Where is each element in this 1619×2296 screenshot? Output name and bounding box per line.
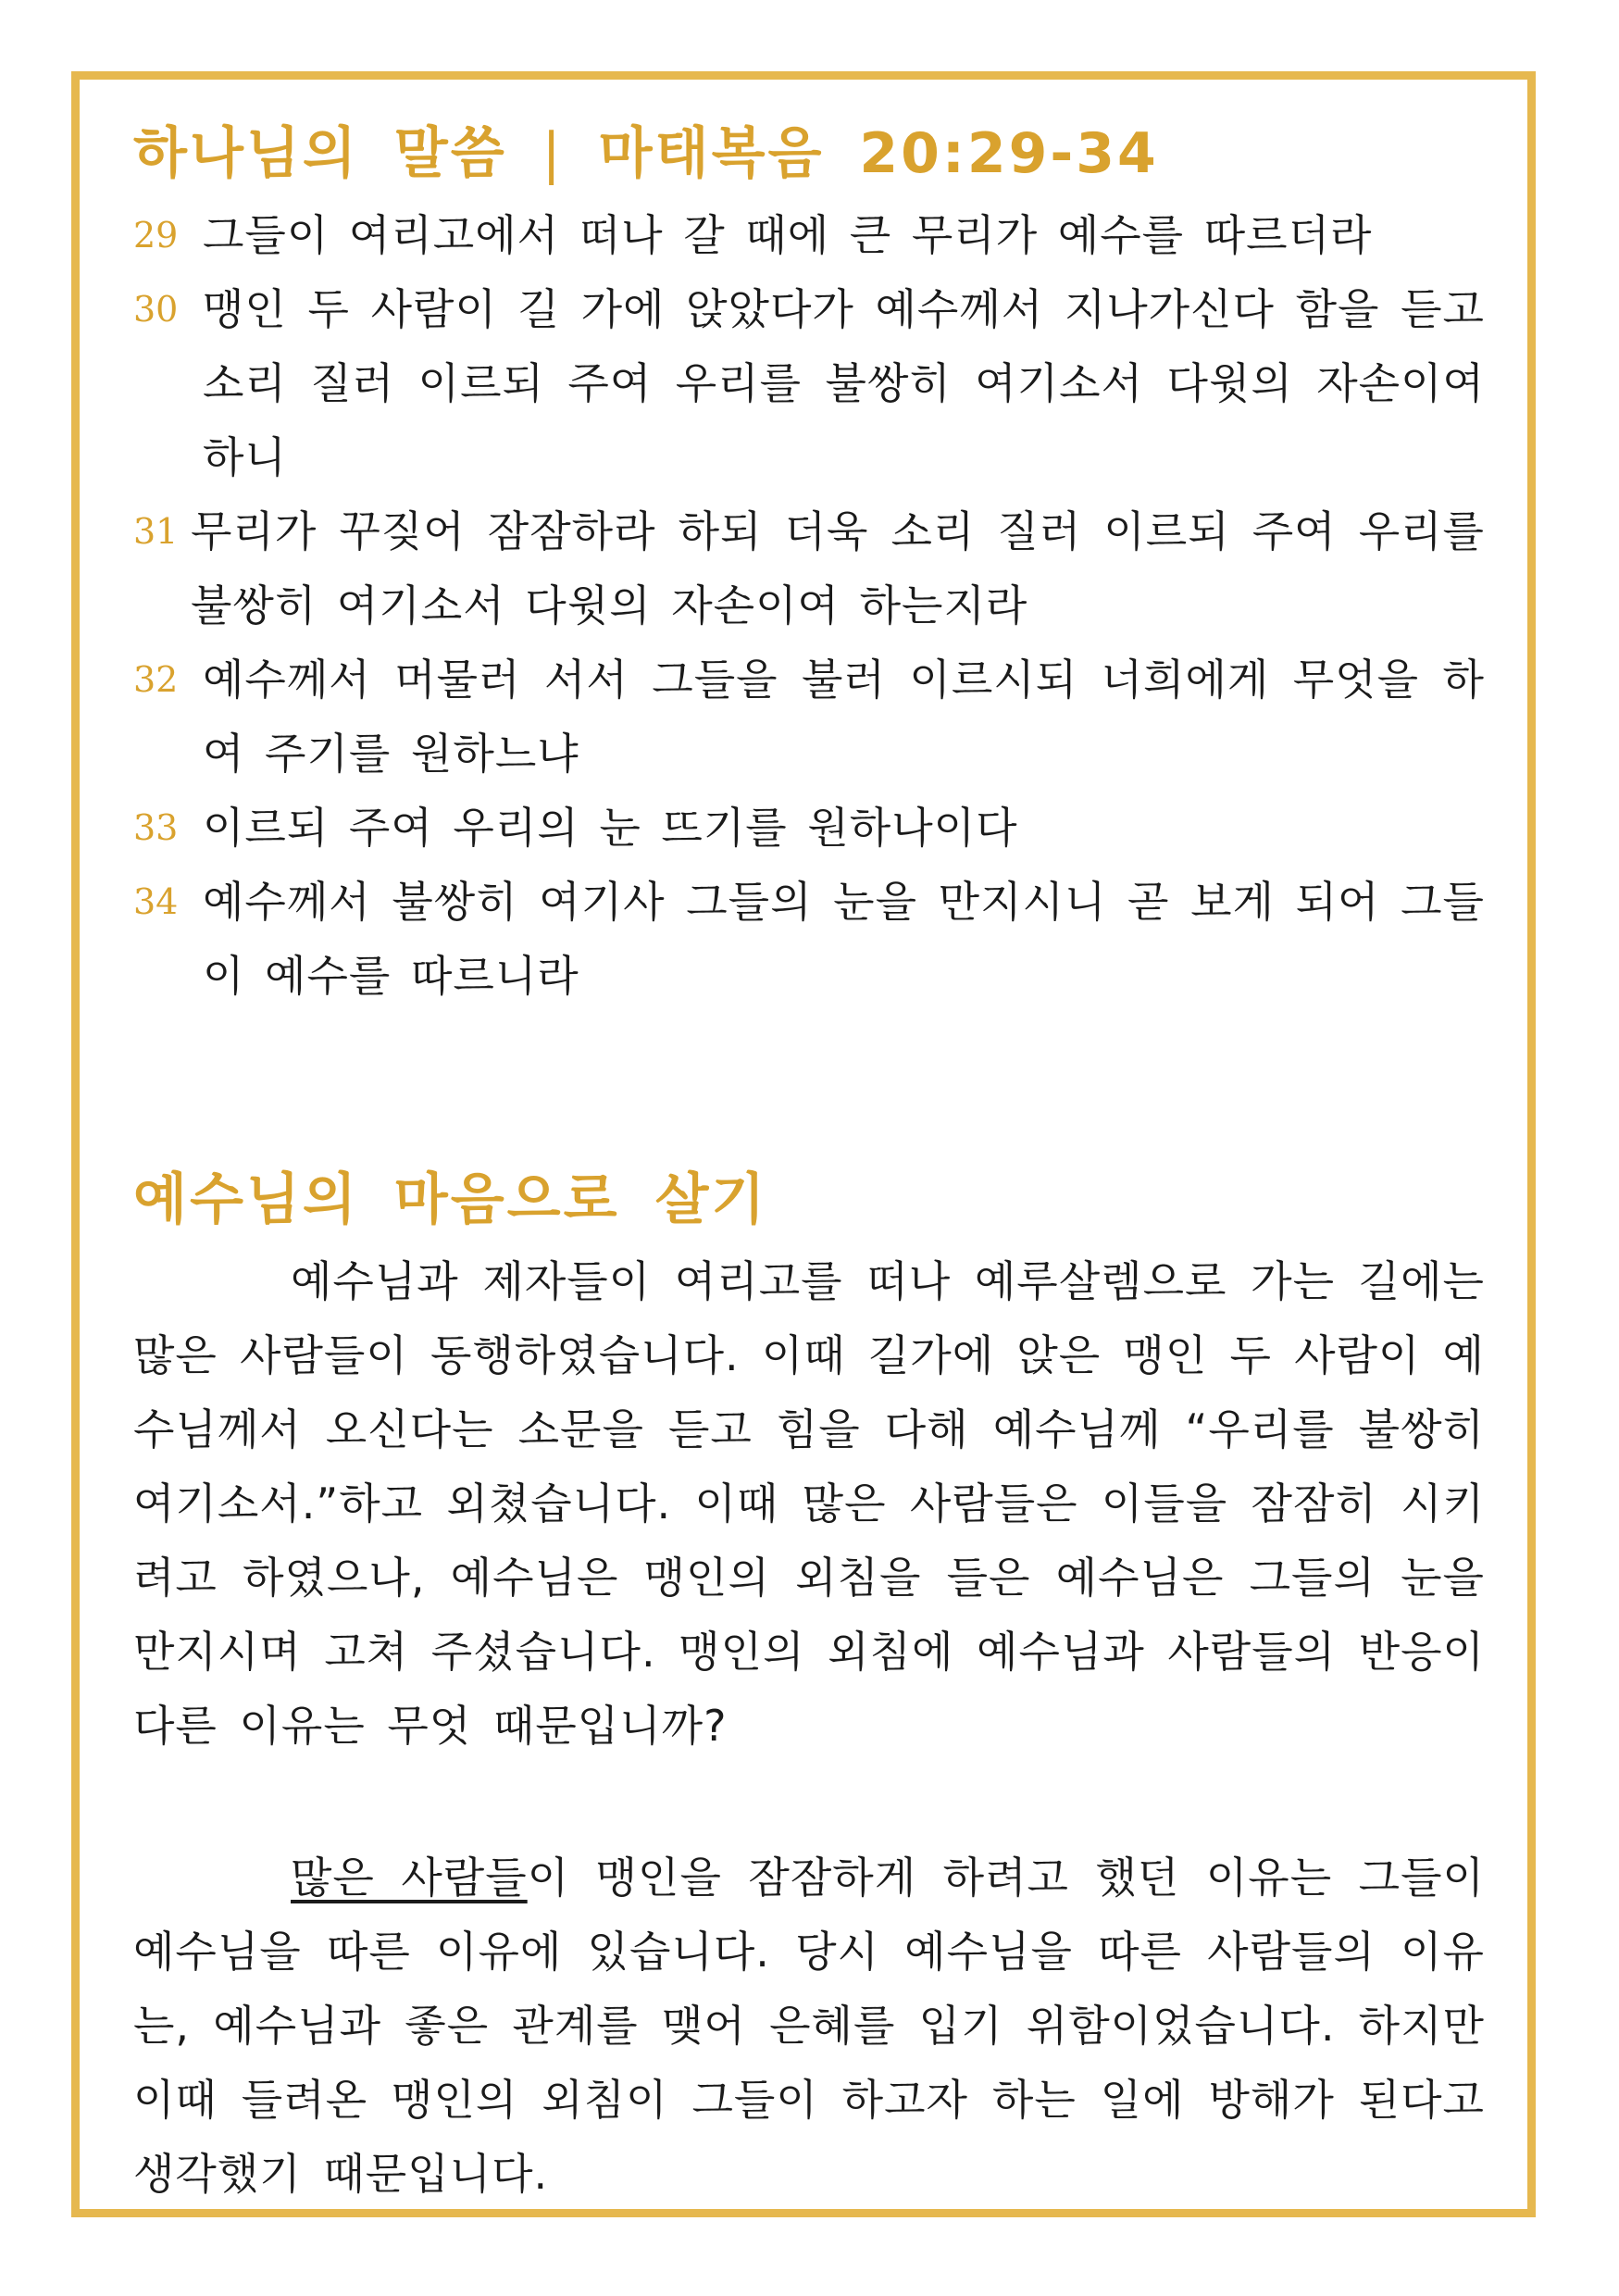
reflection-paragraph-1: 예수님과 제자들이 여리고를 떠나 예루살렘으로 가는 길에는 많은 사람들이 동행하였습니다. 이때 길가에 앉은 맹인 두 사람이 예수님께서 오신다는 소문을 듣고 힘을 다해 예수님께 “우리를 불쌍히 여기소서.”하고 외쳤습니다. 이때 많은 사람들은 이들을 잠잠히 시키려고 하였으나, 예수님은 맹인의 외침을 들은 예수님은 그들의 눈을 만지시며 고쳐 주셨습니다. 맹인의 외침에 예수님과 사람들의 반응이 다른 이유는 무엇 때문입니까? — [133, 1256, 1485, 1751]
verse-text: 맹인 두 사람이 길 가에 앉았다가 예수께서 지나가신다 함을 듣고 소리 질러 이르되 주여 우리를 불쌍히 여기소서 다윗의 자손이여 하니 — [203, 284, 1485, 482]
scripture-section — [133, 109, 1485, 1013]
verse-number: 29 — [133, 215, 179, 256]
scripture-title-reference: 마태복음 20:29-34 — [598, 121, 1159, 186]
verse-text: 그들이 여리고에서 떠나 갈 때에 큰 무리가 예수를 따르더라 — [203, 210, 1373, 260]
verse-number: 30 — [133, 289, 179, 330]
paragraph-spacer — [133, 1763, 1485, 1841]
paragraph-2-text: 이 맹인을 잠잠하게 하려고 했던 이유는 그들이 예수님을 따른 이유에 있습니다. 당시 예수님을 따른 사람들의 이유는, 예수님과 좋은 관계를 맺어 은혜를 입기 위함이었습니다. 하지만 이때 들려온 맹인의 외침이 그들이 하고자 하는 일에 방해가 된다고 생각했기 때문입니다. — [133, 1853, 1485, 2199]
page-content — [133, 109, 1485, 2211]
verse-30 — [133, 272, 1485, 494]
scripture-title-separator: | — [542, 121, 564, 186]
reflection-title: 예수님의 마음으로 살기 — [133, 1167, 768, 1232]
verse-29 — [133, 198, 1485, 272]
verse-32 — [133, 643, 1485, 791]
verse-text: 예수께서 불쌍히 여기사 그들의 눈을 만지시니 곧 보게 되어 그들이 예수를 따르니라 — [203, 877, 1485, 1001]
verse-text: 예수께서 머물러 서서 그들을 불러 이르시되 너희에게 무엇을 하여 주기를 원하느냐 — [203, 655, 1485, 779]
underlined-phrase: 많은 사람들 — [291, 1853, 528, 1903]
verse-31 — [133, 494, 1485, 643]
scripture-title — [133, 109, 1485, 198]
verse-text: 이르되 주여 우리의 눈 뜨기를 원하나이다 — [203, 803, 1018, 853]
verse-number: 33 — [133, 807, 179, 848]
verse-number: 32 — [133, 659, 179, 700]
verse-34 — [133, 865, 1485, 1013]
verse-33 — [133, 791, 1485, 865]
section-spacer — [133, 1013, 1485, 1155]
verse-text: 무리가 꾸짖어 잠잠하라 하되 더욱 소리 질러 이르되 주여 우리를 불쌍히 여기소서 다윗의 자손이여 하는지라 — [191, 506, 1485, 630]
verse-number: 31 — [133, 511, 179, 552]
reflection-section — [133, 1155, 1485, 2211]
verse-number: 34 — [133, 881, 179, 922]
scripture-title-main: 하나님의 말씀 — [133, 121, 507, 186]
verse-list — [133, 198, 1485, 1013]
reflection-paragraph-2 — [133, 1841, 1485, 2211]
